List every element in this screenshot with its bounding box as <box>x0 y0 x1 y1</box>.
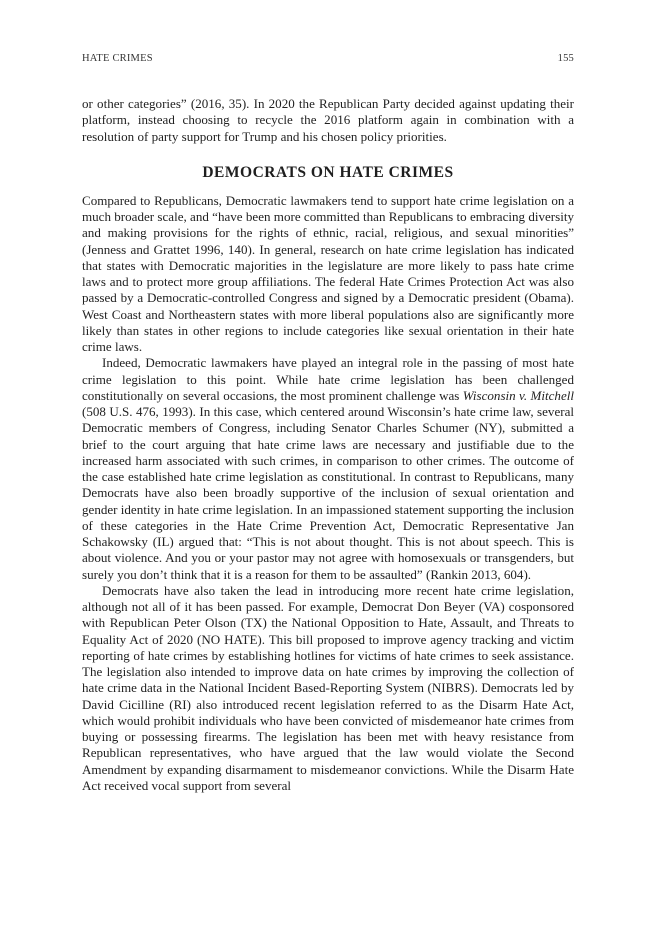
paragraph-2-text-a: Indeed, Democratic lawmakers have played an integral role in the passing of most hate crime legislation to this point. While hate crime legislation has been challenged constitutionally on several occasions, the most prominent challenge was <box>82 355 574 403</box>
section-paragraph-1: Compared to Republicans, Democratic lawmakers tend to support hate crime legislation on a much broader scale, and “have been more committed than Republicans to embracing diversity and making provisions for the rights of ethnic, racial, religious, and sexual minorities” (Jenness and Grattet 1996, 140). In general, research on hate crime legislation has indicated that states with Democratic majorities in the legislature are more likely to pass hate crime laws and to protect more group affiliations. The federal Hate Crimes Protection Act was also passed by a Democratic-controlled Congress and signed by a Democratic president (Obama). West Coast and Northeastern states with more liberal populations also are significantly more likely than states in other regions to include categories like sexual orientation in their hate crime laws. <box>82 192 574 354</box>
paragraph-2-text-b: (508 U.S. 476, 1993). In this case, which centered around Wisconsin’s hate crime law, several Democratic members of Congress, including Senator Charles Schumer (NY), submitted a brief to the court arguing that hate crime laws are necessary and justifiable due to the increased harm associated with such crimes, in comparison to other crimes. The outcome of the case established hate crime legislation as constitutional. In contrast to Republicans, many Democrats have also been broadly supportive of the inclusion of sexual orientation and gender identity in hate crime legislation. In an impassioned statement supporting the inclusion of these categories in the Hate Crime Prevention Act, Democratic Representative Jan Schakowsky (IL) argued that: “This is not about thought. This is not about speech. This is about violence. And you or your pastor may not agree with homosexuals or transgenders, but surely you don’t think that it is a reason for them to be assaulted” (Rankin 2013, 604). <box>82 404 574 582</box>
continued-paragraph: or other categories” (2016, 35). In 2020 the Republican Party decided against updating their platform, instead choosing to recycle the 2016 platform again in combination with a resolution of party support for Trump and his chosen policy priorities. <box>82 96 574 144</box>
section-heading: DEMOCRATS ON HATE CRIMES <box>202 163 454 181</box>
section-paragraph-2 <box>82 355 574 583</box>
section-paragraph-3: Democrats have also taken the lead in introducing more recent hate crime legislation, although not all of it has been passed. For example, Democrat Don Beyer (VA) cosponsored with Republican Peter Olson (TX) the National Opposition to Hate, Assault, and Threats to Equality Act of 2020 (NO HATE). This bill proposed to improve agency tracking and victim reporting of hate crimes by establishing hotlines for victims of hate crimes to seek assistance. The legislation also intended to improve data on hate crimes by improving the collection of hate crime data in the National Incident Based-Reporting System (NIBRS). Democrats led by David Cicilline (RI) also introduced recent legislation referred to as the Disarm Hate Act, which would prohibit individuals who have been convicted of misdemeanor hate crimes from buying or possessing firearms. The legislation has been met with heavy resistance from Republican representatives, who have argued that the law would violate the Second Amendment by expanding disarmament to misdemeanor convictions. While the Disarm Hate Act received vocal support from several <box>82 582 574 793</box>
page-number: 155 <box>557 53 574 64</box>
running-head-title: HATE CRIMES <box>82 53 153 64</box>
case-name-italic: Wisconsin v. Mitchell <box>462 387 574 403</box>
running-head <box>82 53 574 64</box>
body-text <box>82 96 574 794</box>
